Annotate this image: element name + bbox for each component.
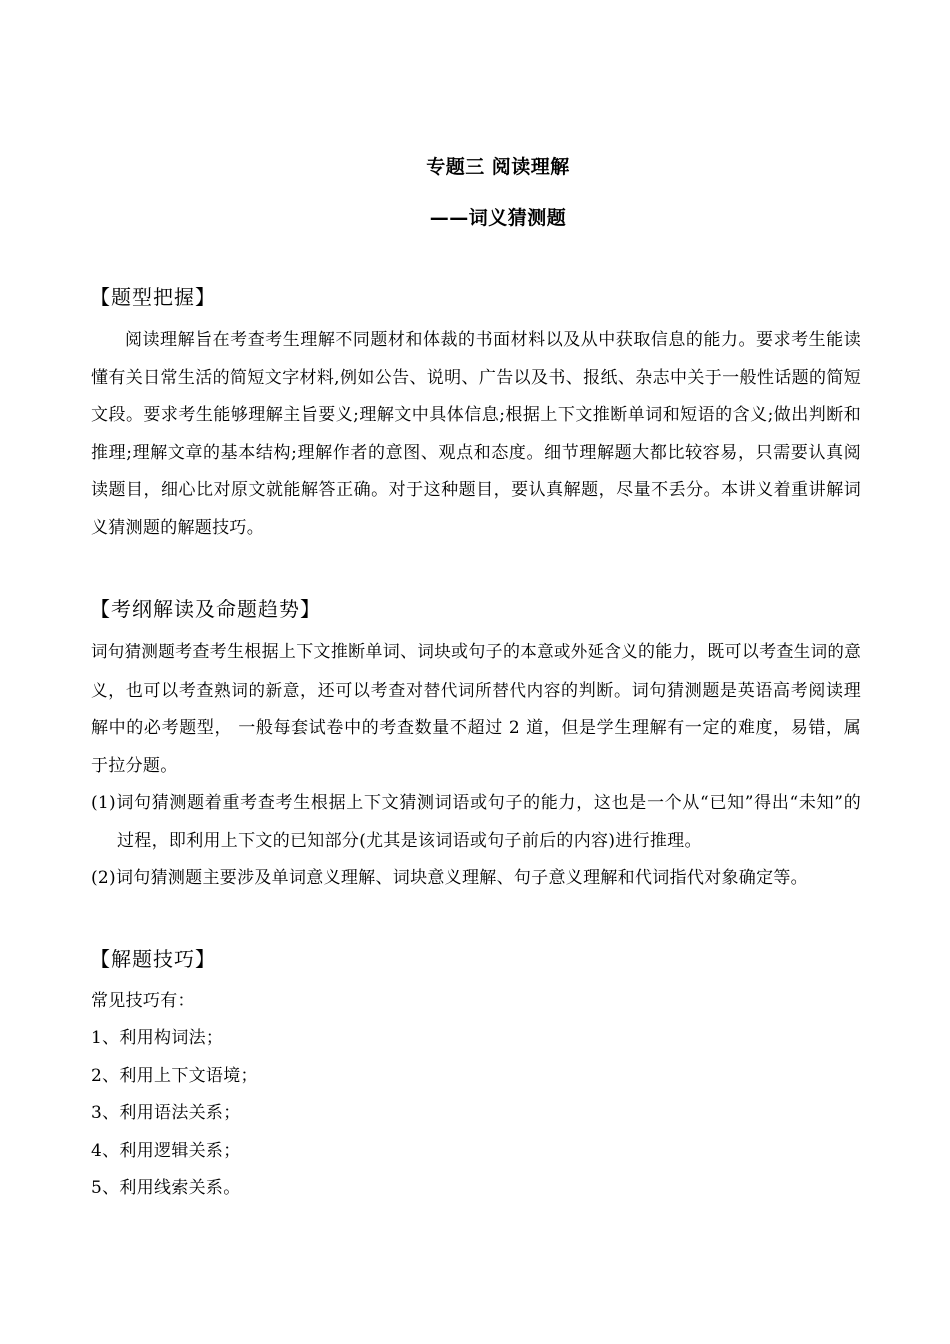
keyword: 生词的意义 (91, 642, 862, 700)
keyword: 熟词的新意 (214, 680, 301, 700)
text-run: 或句子的 (451, 642, 521, 662)
syllabus-point-2: (2)词句猜测题主要涉及单词意义理解、词块意义理解、句子意义理解和代词指代对象确定等。 (91, 868, 808, 888)
list-item: 3、利用语法关系； (91, 1103, 241, 1124)
page-subtitle: ——词义猜测题 (429, 207, 567, 229)
list-item: 1、利用构词法； (91, 1028, 224, 1049)
text-run: ，还可以考查对 (300, 680, 424, 701)
text-run: ，也可以考查 (108, 680, 215, 701)
section-question-type-body (91, 322, 861, 547)
techniques-intro: 常见技巧有： (91, 991, 195, 1011)
techniques-list (91, 983, 258, 1207)
page-title: 专题三 阅读理解 (426, 156, 570, 178)
section-syllabus-body (91, 633, 861, 898)
section-heading-syllabus: 【考纲解读及命题趋势】 (90, 597, 321, 621)
text-run: 的判断。词句猜测题是英语高考阅读理解中的必考题型， 一般每套试卷中的考查数量不超过 2 道，但是学生理解有一定的难度，易错，属于拉分题。 (91, 680, 861, 776)
keyword: 替代词所替代内容 (423, 680, 562, 700)
list-item: 5、利用线索关系。 (91, 1178, 241, 1199)
keyword: 本意或外延含义 (520, 642, 638, 661)
list-item: 2、利用上下文语境； (91, 1065, 258, 1086)
section-heading-techniques: 【解题技巧】 (90, 947, 216, 971)
question-type-paragraph: 阅读理解旨在考查考生理解不同题材和体裁的书面材料以及从中获取信息的能力。要求考生能读懂有关日常生活的简短文字材料,例如公告、说明、广告以及书、报纸、杂志中关于一般性话题的简短文段。要求考生能够理解主旨要义;理解文中具体信息;根据上下文推断单词和短语的含义;做出判断和推理;理解文章的基本结构;理解作者的意图、观点和态度。细节理解题大都比较容易，只需要认真阅读题目，细心比对原文就能解答正确。对于这种题目，要认真解题，尽量不丢分。本讲义着重讲解词义猜测题的解题技巧。 (91, 330, 861, 538)
syllabus-paragraph (91, 633, 861, 785)
syllabus-point-1: (1)词句猜测题着重考查考生根据上下文猜测词语或句子的能力，这也是一个从“已知”得出“未知”的过程，即利用上下文的已知部分(尤其是该词语或句子前后的内容)进行推理。 (91, 793, 861, 851)
text-run: 的能力，既可以考查 (637, 642, 794, 662)
keyword: 词句猜测题 (91, 642, 176, 661)
section-heading-question-type: 【题型把握】 (90, 285, 216, 309)
list-item: 4、利用逻辑关系； (91, 1140, 241, 1161)
keyword: 词块 (417, 642, 452, 661)
text-run: 考查考生根据上下文推断单词、 (175, 642, 418, 662)
